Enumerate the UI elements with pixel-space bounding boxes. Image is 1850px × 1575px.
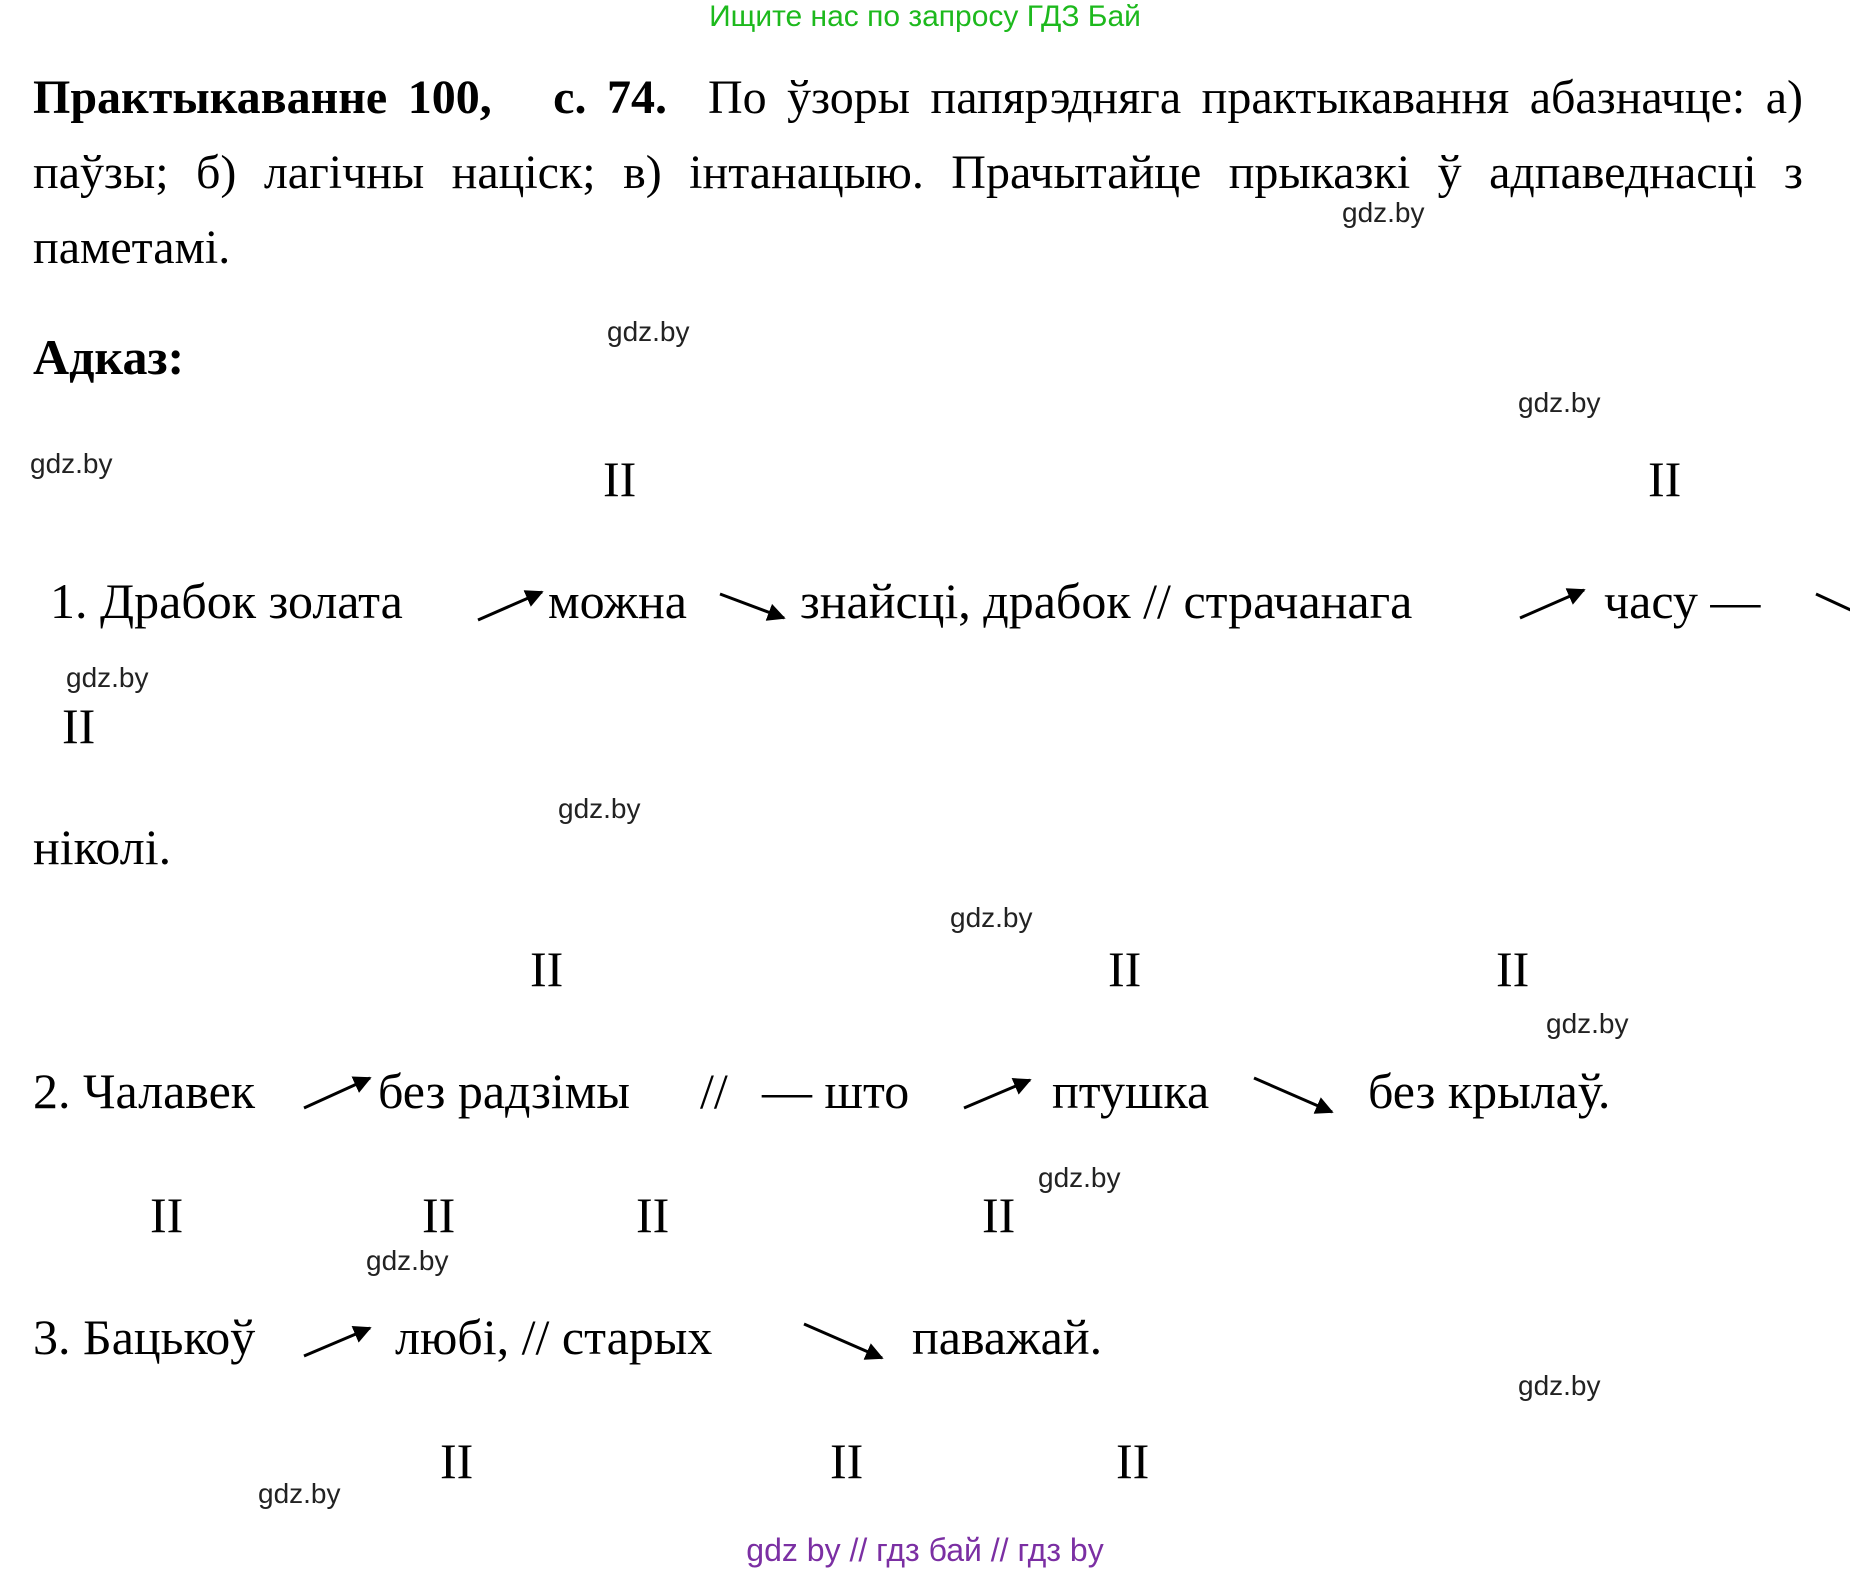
proverb-2-word: 2. Чалавек [33,1063,256,1119]
watermark: gdz.by [1342,197,1425,228]
proverb-2-word: // [700,1063,728,1119]
task-page-ref: с. 74. [553,71,667,124]
proverb-3-word: 3. Бацькоў [33,1309,256,1365]
watermark: gdz.by [1038,1162,1121,1193]
pause-mark: II [530,941,564,997]
pause-mark: II [422,1187,456,1243]
top-banner[interactable]: Ищите нас по запросу ГДЗ Бай [709,0,1141,33]
falling-intonation-arrow [712,580,792,630]
watermark: gdz.by [558,793,641,824]
task-text: По ўзоры папярэдняга практыкавання абазначце: а) паўзы; б) лагічны націск; в) інтанацыю. Прачытайце прыказкі ў адпаведнасці з паметамі. [33,71,1804,274]
pause-mark: II [1108,941,1142,997]
footer-links[interactable]: gdz by // гдз бай // гдз by [746,1532,1104,1568]
proverb-2-word: птушка [1052,1063,1210,1119]
proverb-1-word: 1. Драбок золата [50,573,403,629]
falling-intonation-arrow [1808,580,1850,630]
task-title: Практыкаванне 100, [33,71,492,124]
watermark: gdz.by [258,1478,341,1509]
proverb-2-word: без радзімы [378,1063,630,1119]
proverb-1-word: можна [548,573,687,629]
watermark: gdz.by [607,316,690,347]
watermark: gdz.by [1518,1370,1601,1401]
answer-label: Адказ: [33,329,185,385]
proverb-1-word: знайсці, драбок // страчанага [800,573,1413,629]
proverb-3-word: паважай. [912,1309,1103,1365]
proverb-1-word: ніколі. [33,819,172,875]
pause-mark: II [62,698,96,754]
watermark: gdz.by [1518,387,1601,418]
falling-intonation-arrow [1248,1068,1340,1124]
proverb-3-word: любі, // старых [395,1309,713,1365]
rising-intonation-arrow [298,1316,378,1366]
falling-intonation-arrow [798,1314,890,1370]
pause-mark: II [830,1433,864,1489]
proverb-2-word: — што [762,1063,910,1119]
watermark: gdz.by [366,1245,449,1276]
watermark: gdz.by [66,662,149,693]
pause-mark: II [1116,1433,1150,1489]
rising-intonation-arrow [470,580,550,630]
pause-mark: II [440,1433,474,1489]
watermark: gdz.by [950,902,1033,933]
pause-mark: II [1496,941,1530,997]
rising-intonation-arrow [1512,578,1592,628]
watermark: gdz.by [1546,1008,1629,1039]
rising-intonation-arrow [298,1068,378,1118]
proverb-1-word: часу — [1604,573,1761,629]
rising-intonation-arrow [958,1068,1038,1118]
pause-mark: II [150,1187,184,1243]
pause-mark: II [982,1187,1016,1243]
pause-mark: II [603,451,637,507]
pause-mark: II [1648,451,1682,507]
proverb-2-word: без крылаў. [1368,1063,1611,1119]
pause-mark: II [636,1187,670,1243]
watermark: gdz.by [30,448,113,479]
task-statement [33,60,1803,285]
